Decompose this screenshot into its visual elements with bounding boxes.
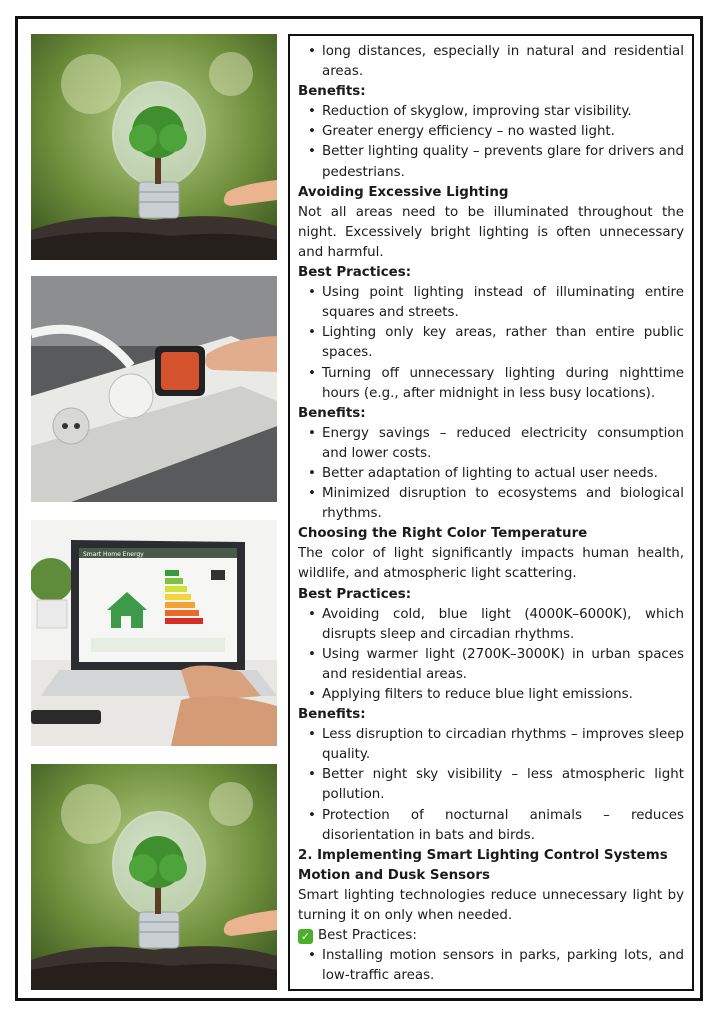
list-item: • Avoiding cold, blue light (4000K–6000K), which disrupts sleep and circadian rhythms. bbox=[322, 605, 684, 645]
list-item: • Using point lighting instead of illuminating entire squares and streets. bbox=[322, 283, 684, 323]
section-paragraph: Not all areas need to be illuminated throughout the night. Excessively bright lighting is often unnecessary and harmful. bbox=[298, 204, 684, 260]
section-heading-color-temperature: Choosing the Right Color Temperature bbox=[298, 526, 588, 542]
check-mark-icon: ✓ bbox=[298, 929, 313, 944]
benefits-list bbox=[298, 725, 684, 846]
best-practices-label: Best Practices: bbox=[318, 928, 417, 944]
list-item: • Protection of nocturnal animals – reduces disorientation in bats and birds. bbox=[322, 806, 684, 846]
benefits-list bbox=[298, 102, 684, 182]
list-item: • Applying filters to reduce blue light emissions. bbox=[322, 685, 684, 705]
section-paragraph: Smart lighting technologies reduce unnecessary light by turning it on only when needed. bbox=[298, 887, 684, 924]
list-item: • Better adaptation of lighting to actual user needs. bbox=[322, 464, 684, 484]
list-item: • Using warmer light (2700K–3000K) in urban spaces and residential areas. bbox=[322, 645, 684, 685]
screen-title: Smart Home Energy bbox=[83, 551, 144, 558]
lightbulb-tree-photo-repeat bbox=[31, 764, 277, 990]
best-practices-check-line bbox=[298, 926, 684, 946]
best-practices-heading: Best Practices: bbox=[298, 586, 412, 602]
subheading-motion-sensors: Motion and Dusk Sensors bbox=[298, 867, 490, 883]
list-item: • Less disruption to circadian rhythms – improves sleep quality. bbox=[322, 725, 684, 765]
list-item: • Reduction of skyglow, improving star visibility. bbox=[322, 102, 684, 122]
benefits-list bbox=[298, 424, 684, 524]
list-item: • Better lighting quality – prevents glare for drivers and pedestrians. bbox=[322, 142, 684, 182]
section-paragraph: The color of light significantly impacts human health, wildlife, and atmospheric light scattering. bbox=[298, 546, 684, 582]
list-item: • Better night sky visibility – less atmospheric light pollution. bbox=[322, 765, 684, 805]
smart-home-energy-laptop-photo bbox=[31, 520, 277, 746]
best-practices-list bbox=[298, 605, 684, 705]
best-practices-list bbox=[298, 283, 684, 404]
list-item: • Greater energy efficiency – no wasted light. bbox=[322, 122, 684, 142]
section-heading-excessive: Avoiding Excessive Lighting bbox=[298, 184, 509, 200]
intro-continuation-list bbox=[298, 42, 684, 82]
list-item: • Lighting only key areas, rather than entire public spaces. bbox=[322, 323, 684, 363]
section-heading-smart-lighting: 2. Implementing Smart Lighting Control Systems bbox=[298, 847, 668, 863]
list-item: • Installing motion sensors in parks, parking lots, and low-traffic areas. bbox=[322, 946, 684, 986]
lightbulb-tree-photo bbox=[31, 34, 277, 260]
list-item: • Turning off unnecessary lighting during nighttime hours (e.g., after midnight in less busy locations). bbox=[322, 364, 684, 404]
benefits-heading: Benefits: bbox=[298, 707, 366, 723]
power-strip-switch-photo bbox=[31, 276, 277, 502]
list-item: • long distances, especially in natural and residential areas. bbox=[322, 42, 684, 82]
best-practices-heading: Best Practices: bbox=[298, 265, 412, 281]
benefits-heading: Benefits: bbox=[298, 84, 366, 100]
best-practices-list bbox=[298, 946, 684, 986]
text-panel bbox=[288, 34, 694, 991]
benefits-heading: Benefits: bbox=[298, 405, 366, 421]
list-item: • Energy savings – reduced electricity consumption and lower costs. bbox=[322, 424, 684, 464]
list-item: • Minimized disruption to ecosystems and biological rhythms. bbox=[322, 484, 684, 524]
